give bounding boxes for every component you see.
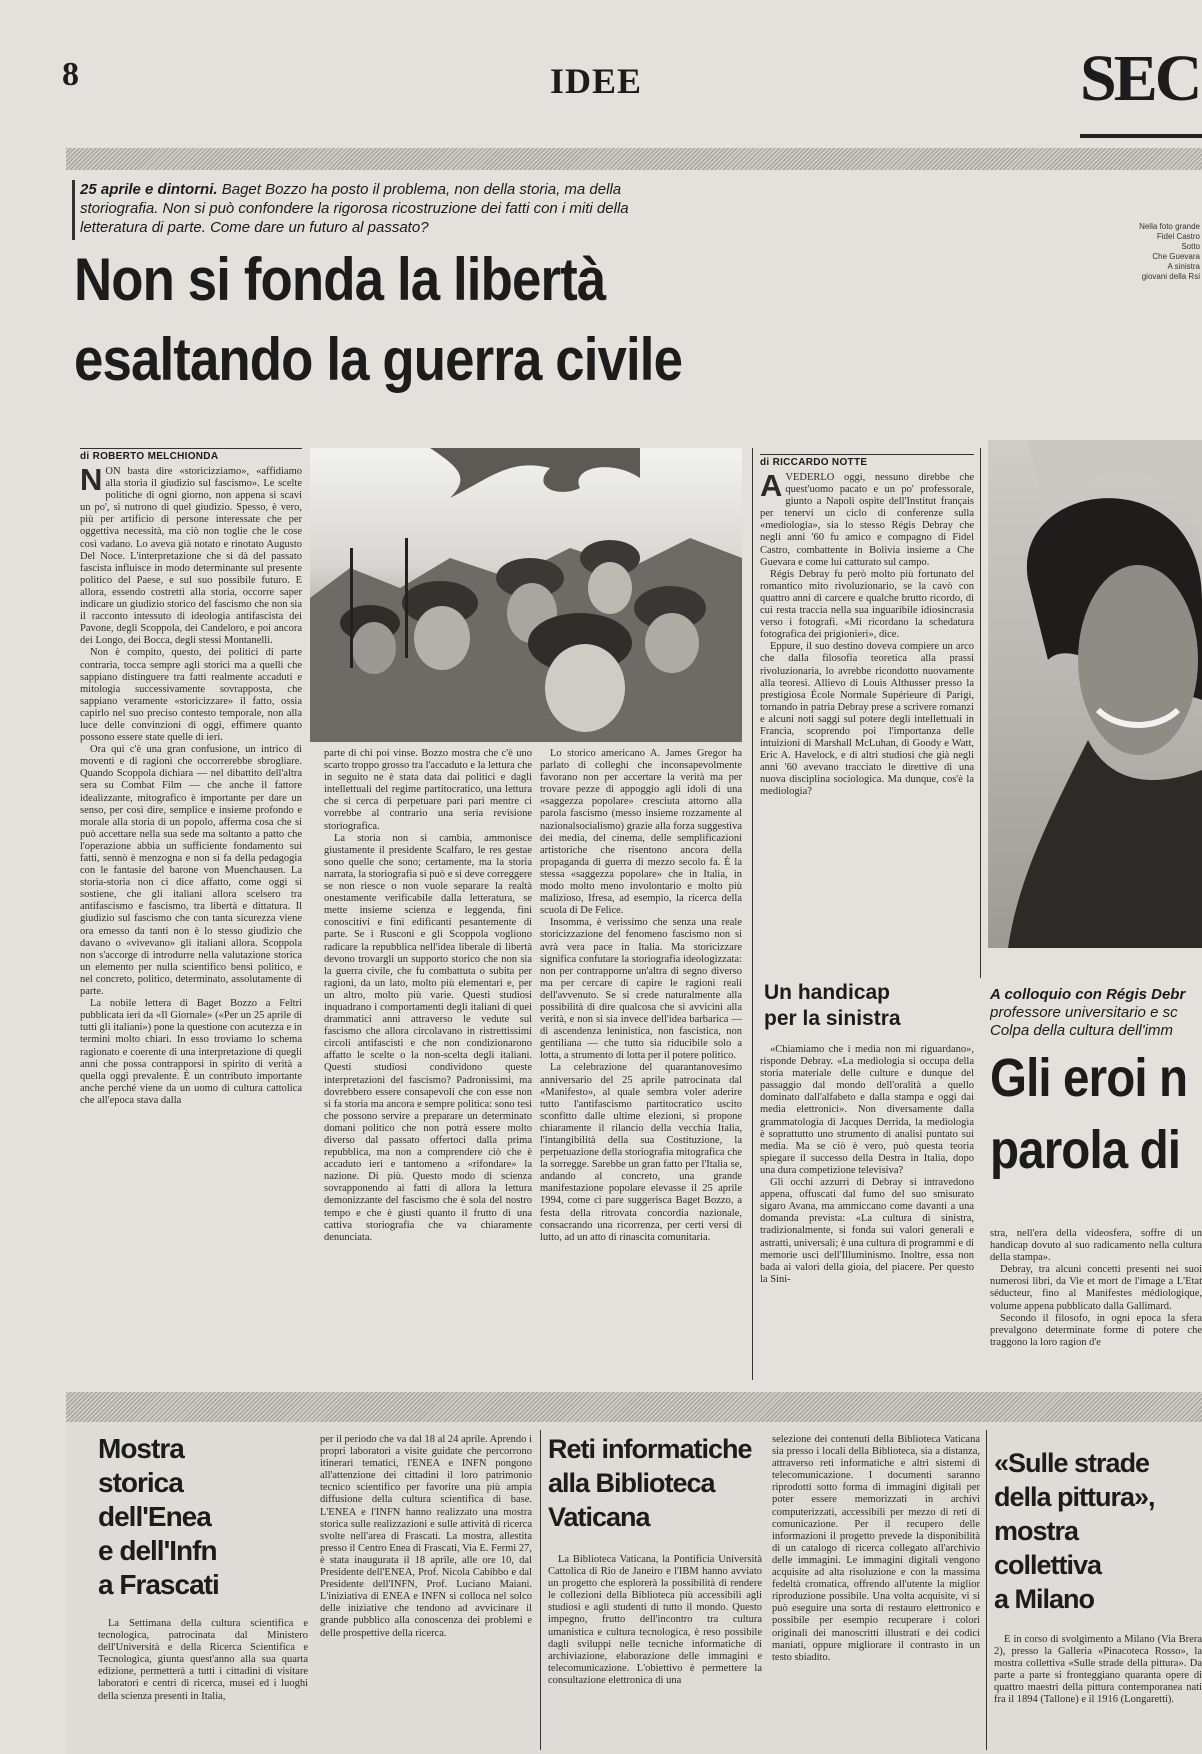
masthead-rule: [1080, 134, 1202, 138]
paragraph: Non è compito, questo, dei politici di parte contraria, tocca sempre agli storici ma a quelli che sappiano distinguere tra fatti realmente accaduti e mitologia successivamente sovrapposta, che sappiano veramente «storicizzare» il fatto, ossia capirlo nel suo preciso contesto temporale, non alla luce delle convinzioni di oggi, effimere quanto possono essere state quelle di ieri.: [80, 647, 302, 744]
paragraph: Ora qui c'è una gran confusione, un intrico di moventi e di ragioni che occorrerebbe sbrogliare. Quando Scoppola dichiara — nel dibattito dell'altra sera su Combat Film — che anche il fattore idealizzante, mitografico è importante per dare un senso, per così dire, semplice e insieme profondo e morale alla storia di un popolo, afferma cosa che si può accettare nella sua sede ma soltanto a patto che l'operazione abbia un sufficiente fondamento sui fatti, sennò è menzogna e non si fa della pedagogia con le fantasie del barone von Muenchausen. La storia-storia non ci dice affatto, come oggi si sostiene, che gli italiani allora scelsero tra antifascismo e fascismo, tra libertà e dittatura. Il giudizio sul fascismo che con tanta sicurezza viene ora emesso da tanti non è lo stesso giudizio che davano o «vivevano» gli italiani allora. Scoppola non s'accorge di introdurre nella valutazione storica un elemento per nulla scientifico bensì politico, e nel concreto, politico, determinato, assolutamente di parte.: [80, 744, 302, 998]
enea-column-2: [320, 1434, 532, 1750]
title-line: collettiva: [994, 1550, 1102, 1580]
paragraph: VEDERLO oggi, nessuno direbbe che quest'uomo pacato e un po' professorale, giunto a Napoli ospite dell'Institut français per tenervi un ciclo di conferenze sulla «mediologia», sia lo stesso Régis Debray che negli anni '60 fu amico e compagno di Fidel Castro, combattente in Bolivia insieme a Che Guevara e come lui catturato sul campo.: [760, 472, 974, 568]
section-title: IDEE: [550, 61, 643, 101]
headline-line2: esaltando la guerra civile: [74, 326, 683, 393]
caption-line: Che Guevara: [1152, 252, 1200, 261]
enea-title: [98, 1432, 308, 1602]
main-column-2: [324, 748, 532, 1380]
paragraph: Insomma, è verissimo che senza una reale storicizzazione del fenomeno fascismo non si avrà vera pace in Italia. Ma storicizzare significa confutare la storiografia ideologizzata: non per contrapporne un'altra di segno diverso ma per cercare di capire le ragioni reali dell'avvenuto. Se si crede naturalmente alla possibilità di dire qualcosa che si avvicini alla verità, e non si sia invece dell'idea barbarica — di ascendenza leninistica, non fascistica, non gentiliana — che tutto sia riducibile solo a lotta, a strumento di lotta per il potere politico.: [540, 917, 742, 1062]
byline-melchionda: di ROBERTO MELCHIONDA: [80, 451, 219, 462]
paragraph: per il periodo che va dal 18 al 24 aprile. Aprendo i propri laboratori a visite guidate che percorrono itinerari tematici, l'ENEA e INFN pongono all'attenzione dei cittadini il loro patrimonio tecnico scientifico per favorire una più ampia diffusione della cultura scientifica di base. L'ENEA e l'INFN hanno realizzato una mostra storica sulle realizzazioni e sulle attività di ricerca svolte nell'area di Frascati. La mostra, allestita presso il Centro Enea di Frascati, Via E. Fermi 27, è stata inaugurata il 18 aprile, alle ore 10, dal Presidente dell'ENEA, Prof. Nicola Cabibbo e dal Presidente dell'INFN, Prof. Luciano Maiani. L'iniziativa di ENEA e INFN si colloca nel solco delle iniziative che tendono ad avvicinare il grande pubblico alla conoscenza dei problemi e delle prospettive della ricerca.: [320, 1434, 532, 1639]
kicker-lead: 25 aprile e dintorni.: [80, 181, 218, 198]
subhead-line1: Un handicap: [764, 981, 891, 1004]
subhead-line2: per la sinistra: [764, 1007, 901, 1030]
debray-column-2: [990, 1228, 1202, 1380]
title-line: a Frascati: [98, 1569, 219, 1600]
debray-column-1: [760, 472, 974, 956]
guevara-photo: [988, 440, 1202, 948]
pittura-title: [994, 1446, 1202, 1616]
main-column-1: [80, 466, 302, 1380]
title-line: mostra: [994, 1516, 1079, 1546]
title-line: dell'Enea: [98, 1501, 211, 1532]
vaticana-title: [548, 1432, 768, 1534]
column-rule: [540, 1430, 541, 1750]
paragraph: Secondo il filosofo, in ogni epoca la sfera prevalgono determinate forme di potere che traggono la loro ragion d'e: [990, 1312, 1202, 1348]
paragraph: «Chiamiamo che i media non mi riguardano», risponde Debray. «La mediologia si occupa della storia materiale delle culture e dunque del passaggio dal mondo dell'oralità a quello dominato dall'alfabeto e dalla stampa e oggi dai media elettronici». Non diversamente dalla grammatologia di Jacques Derrida, la mediologia è soprattutto uno strumento di analisi puntato sui media. Ma se ciò è vero, può questa teoria spiegare il successo della Destra in Italia, dopo una dura competizione televisiva?: [760, 1044, 974, 1176]
caption-line: giovani della Rsi: [1141, 272, 1200, 281]
masthead: SEC: [1080, 44, 1200, 114]
byline-rule: [80, 448, 302, 449]
title-line: e dell'Infn: [98, 1535, 217, 1566]
paragraph: È in corso di svolgimento a Milano (Via Brera 2), presso la Galleria «Pinacoteca Rosso», la mostra collettiva «Sulle strade della pittura». Da parte a parte si fronteggiano quaranta opere di quattro maestri della pittura contemporanea nati fra il 1894 (Tallone) e il 1916 (Longaretti).: [994, 1634, 1202, 1706]
title-line: Reti informatiche: [548, 1434, 752, 1464]
debray-headline-line1: Gli eroi n: [990, 1048, 1188, 1108]
title-line: storica: [98, 1467, 183, 1498]
debray-headline-line2: parola di: [990, 1120, 1181, 1180]
paragraph: ON basta dire «storicizziamo», «affidiamo alla storia il giudizio sul fascismo». Le scelte politiche di ogni giorno, non appena si scavi un po', si nutrono di quel giudizio. Spesso, è vero, più per artificio di persone interessate che per oggettiva necessità, ma ciò non toglie che le cose così vadano. Lo aveva già notato e rinotato Augusto Del Noce. L'interpretazione che si dà del passato fascista influisce in modo determinante sul presente politico del Paese, e sul suo possibile futuro. E allora, essendo costretti alla storia, occorre saper indicare un giudizio storico del fascismo che non sia il racconto intessuto di ideologia antifascista dei Pavone, degli Scoppola, dei Candeloro, e poi ancora dei Longo, dei Bocca, degli stessi Montanelli.: [80, 466, 302, 647]
vaticana-column-2: [772, 1434, 980, 1750]
page-number: 8: [62, 56, 79, 93]
kicker-line: professore universitario e sc: [990, 1004, 1178, 1021]
column-rule: [752, 448, 753, 1380]
soldiers-illustration: [310, 448, 742, 742]
paragraph: parte di chi poi vinse. Bozzo mostra che c'è uno scarto troppo grosso tra l'accaduto e la lettura che in seguito ne è stata data dai politici e dagli intellettuali del regime partitocratico, una lettura che si cerca di perpetuare pari pari mentre ci vorrebbe al contrario una seria revisione storiografica.: [324, 748, 532, 832]
bottom-band: [66, 1392, 1202, 1422]
paragraph: La Settimana della cultura scientifica e tecnologica, patrocinata dal Ministero dell'Università e della Ricerca Scientifica e Tecnologica, giunta quest'anno alla sua quarta edizione, permetterà a tutti i cittadini di visitare laboratori e centri di ricerca, musei ed i luoghi della scienza presenti in Italia,: [98, 1618, 308, 1702]
caption-line: A sinistra: [1167, 262, 1200, 271]
dropcap: A: [760, 472, 783, 503]
caption-line: Sotto: [1181, 242, 1200, 251]
paragraph: Eppure, il suo destino doveva compiere un arco che dalla filosofia teoretica alla prassi rivoluzionaria, lo avrebbe ricondotto nuovamente alla teoresi. Allievo di Louis Althusser presso la prestigiosa École Normale Supérieure di Parigi, tornando in patria Debray prese a scrivere romanzi e alcuni noti saggi sul potere degli intellettuali in Francia, scoprendo poi l'importanza delle intuizioni di Marshall McLuhan, di Goody e Watt, Eric A. Havelock, e di altri studiosi che già negli anni '60 avevano tracciato le direttive di una nuova disciplina sociologica. Ma dunque, cos'è la mediologia?: [760, 641, 974, 798]
paragraph: La Biblioteca Vaticana, la Pontificia Università Cattolica di Rio de Janeiro e l'IBM hanno avviato un progetto che esplorerà la possibilità di rendere le collezioni della Biblioteca più accessibili agli studiosi e agli studenti di tutto il mondo. Questo impegno, frutto dell'incontro tra cultura umanistica e cultura tecnologica, è reso possibile dagli sviluppi nelle tecniche informatiche di archiviazione, elaborazione delle immagini e telecomunicazione. L'obiettivo è permettere la consultazione elettronica di una: [548, 1554, 762, 1686]
byline-notte: di RICCARDO NOTTE: [760, 457, 868, 468]
photo-caption: [1090, 222, 1200, 282]
title-line: «Sulle strade: [994, 1448, 1150, 1478]
debray-column-1b: [760, 1044, 974, 1380]
enea-column-1: [98, 1618, 308, 1750]
paragraph: La celebrazione del quarantanovesimo anniversario del 25 aprile patrocinata dal «Manifesto», al quale sembra voler aderire tutto l'antifascismo partitocratico uscito sconfitto dalle ultime elezioni, si propone chiaramente il rilancio della vecchia Italia, l'intangibilità della sua Costituzione, la perpetuazione della storiografia mitografica che la sorregge. Sarebbe un gran fatto per l'Italia se, andando al concreto, una grande manifestazione popolare elevasse il 25 aprile 1994, come ci pare suggerisca Baget Bozzo, a festa della ritrovata concordia nazionale, consacrando una ricorrenza, per certi versi di lutto, ad un atto di rinascita comunitaria.: [540, 1062, 742, 1243]
paragraph: Régis Debray fu però molto più fortunato del romantico mito rivoluzionario, se la cavò con quattro anni di carcere e qualche brutto ricordo, di cui resta traccia nella sua inguaribile idiosincrasia verso i fotografi. «Mi ricordano la schedatura fotografica dei prigionieri», dice.: [760, 568, 974, 641]
title-line: Mostra: [98, 1433, 184, 1464]
paragraph: Debray, tra alcuni concetti presenti nei suoi numerosi libri, da Vie et mort de l'image a L'Etat séducteur, fino al Manifestes médiologique, volume appena pubblicato dalla Gallimard.: [990, 1264, 1202, 1312]
title-line: a Milano: [994, 1584, 1095, 1614]
guevara-illustration: [988, 440, 1202, 948]
paragraph: La nobile lettera di Baget Bozzo a Feltri pubblicata ieri da «Il Giornale» («Per un 25 aprile di tutti gli italiani») pone la questione con acutezza e in termini molto chiari. In esso troviamo lo schema ragionato e coerente di una interpretazione di quegli anni che possa contrapporsi in spirito di verità a quella oggi prevalente. È un contributo importante anche perché viene da un uomo di cultura cattolica che all'epoca stava dalla: [80, 998, 302, 1106]
main-column-3: [540, 748, 742, 1380]
kicker-text: Baget Bozzo ha posto il problema, non della storia, ma della storiografia. Non si può confondere la rigorosa ricostruzione dei fatti con i miti della letteratura di parte. Come dare un futuro al passato?: [80, 181, 629, 236]
kicker-line: A colloquio con Régis Debr: [990, 986, 1186, 1003]
title-line: alla Biblioteca: [548, 1468, 715, 1498]
debray-kicker: [990, 986, 1202, 1040]
title-line: della pittura»,: [994, 1482, 1155, 1512]
column-rule: [986, 1430, 987, 1750]
paragraph: stra, nell'era della videosfera, soffre di un handicap dovuto al suo radicamento nella cultura della stampa».: [990, 1228, 1202, 1264]
kicker-rule: [72, 180, 75, 240]
caption-line: Nella foto grande: [1139, 222, 1200, 231]
paragraph: Gli occhi azzurri di Debray si intravedono appena, offuscati dal fumo del suo smisurato sigaro Avana, ma ammiccano come davanti a una domanda prevista: «La cultura di sinistra, tradizionalmente, si fonda sui valori generali e astratti, universali; è una cultura di programmi e di memorie uscì dell'Illuminismo. Inoltre, essa non bada ai valori della gioia, del piacere. Per questo la Sini-: [760, 1177, 974, 1285]
byline-rule: [760, 454, 974, 455]
caption-line: Fidel Castro: [1156, 232, 1200, 241]
paragraph: selezione dei contenuti della Biblioteca Vaticana sia presso i locali della Biblioteca, sia a distanza, attraverso reti informatiche e altri sistemi di telecomunicazione. I documenti saranno riprodotti sotto forma di immagini digitali per poter essere memorizzati in archivi computerizzati, accessibili per mezzo di reti di comunicazione. Per il recupero delle informazioni il progetto prevede la disponibilità di un catalogo di ricerca collegato all'archivio delle immagini. Le immagini digitali vengono acquisite ad alta risoluzione e con la massima fedeltà cromatica, offrendo all'utente la miglior riproduzione possibile. Una volta acquisite, vi si può eseguire una sorta di restauro elettronico e possibile per esempio recuperare i colori originali dei manoscritti illustrati e dei codici maniati, oppure migliorare il contrasto in un testo sbiadito.: [772, 1434, 980, 1663]
column-rule: [980, 448, 981, 978]
headline-line1: Non si fonda la libertà: [74, 246, 606, 313]
debray-headline-box: [990, 1046, 1202, 1206]
soldiers-photo: [310, 448, 742, 742]
pittura-column: [994, 1634, 1202, 1750]
header-band: [66, 148, 1202, 170]
vaticana-column-1: [548, 1554, 762, 1750]
dropcap: N: [80, 466, 103, 497]
kicker: [80, 180, 690, 237]
paragraph: La storia non si cambia, ammonisce giustamente il presidente Scalfaro, le res gestae sono quelle che sono; certamente, ma la storia narrata, la storiografia si può e si deve correggere se non riesce o non vuole separare la realtà onestamente verificabile dalla letteratura, se mette insieme scienza e leggenda, fini conoscitivi e fini edificanti pesantemente di parte. Se i Rusconi e gli Scoppola vogliono radicare la repubblica nell'idea liberale di libertà devono trovargli un supporto storico che non sia la guerra civile, che fu combattuta o subita per ragioni, da un lato, molto più elementari e, per un altro, molto più varie. Questi studiosi inquadrano i comportamenti degli italiani di quei drammatici anni attraverso le vedute sul fascismo che allora circolavano in ristrettissimi circoli antifascisti e che non condizionarono affatto le scelte o la non-scelta degli italiani. Questi studiosi condividono queste interpretazioni del fascismo? Padronissimi, ma dovrebbero essere consapevoli che con esse non si fa storia ma ancora e sempre politica: sono tesi che possono servire a preparare un determinato domani politico che non potrà essere molto diverso dal passato offertoci dalla prima repubblica, ma non a comprendere ciò che è accaduto ieri e tantomeno a «rifondare» la nazione. Di più. Questo modo di scienza sovrapponendo ai fatti di allora la lettura demonizzante del fascismo che è sola del nostro tempo e che è giusti quanto il frutto di una cattiva storiografia che va chiaramente denunciata.: [324, 832, 532, 1243]
title-line: Vaticana: [548, 1502, 650, 1532]
kicker-line: Colpa della cultura dell'imm: [990, 1022, 1173, 1039]
paragraph: Lo storico americano A. James Gregor ha parlato di colleghi che inconsapevolmente favorano non per accertare la verità ma per trovare pezze di appoggio agli idoli di una «saggezza popolare» cresciuta attorno alla parola fascismo (messo insieme rozzamente al nazionalsocialismo) grazie alla forza suggestiva dei media, del cinema, delle semplificazioni artistoriche che risentono ancora della propaganda di guerra di mezzo secolo fa. È la stessa «saggezza popolare» che in Italia, in modo molto meno involontario e molto più malizioso, Ifresa, ad esempio, la ricerca della scuola di De Felice.: [540, 748, 742, 917]
